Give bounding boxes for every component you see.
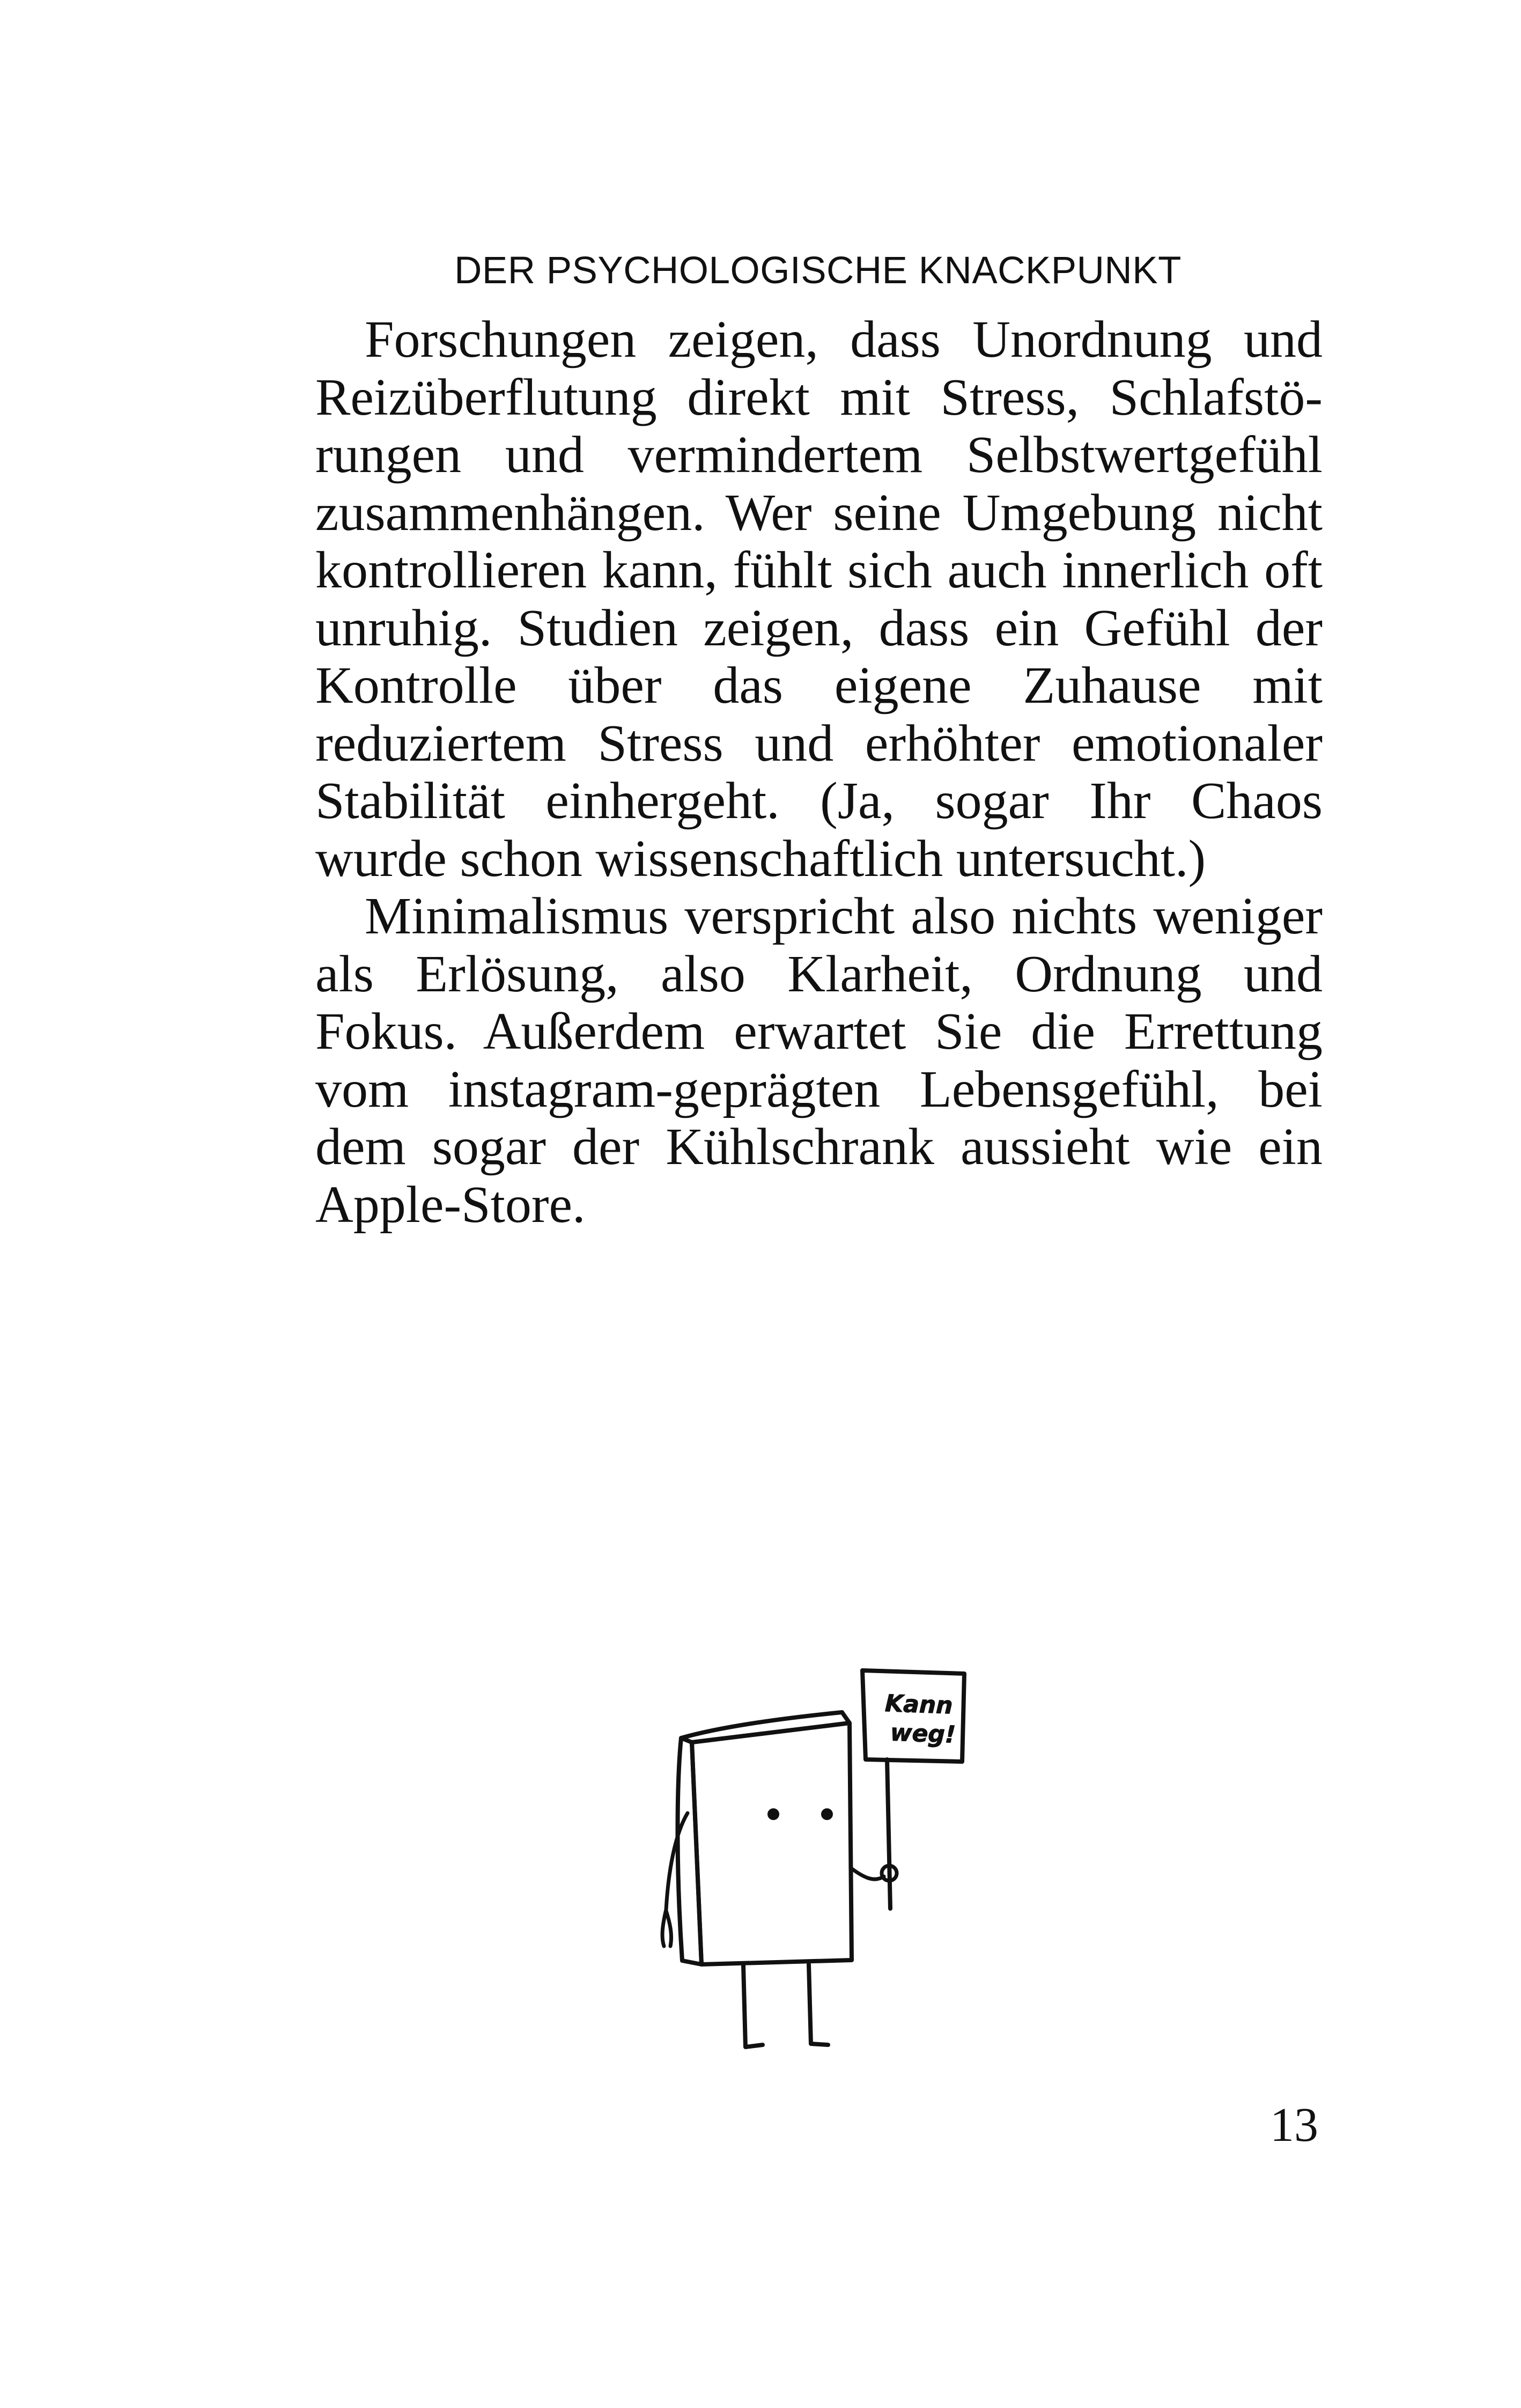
running-head: DER PSYCHOLOGISCHE KNACKPUNKT [454,249,1182,292]
page-number: 13 [1270,2098,1318,2152]
book-character-illustration [638,1652,1046,2060]
right-arm [851,1868,884,1879]
left-leg [743,1965,763,2047]
right-leg [809,1964,828,2045]
sign-text-line-2: weg! [890,1719,956,1749]
book-character-holding-sign-icon [638,1652,1046,2060]
sign-text-line-1: Kann [884,1690,954,1720]
body-text [315,311,1323,1234]
right-eye [821,1808,833,1820]
paragraph: Forschungen zeigen, dass Unordnung und Reizüberflutung direkt mit Stress, Schlafstörungen und vermindertem Selbstwertgefühl zusammenhängen. Wer seine Umgebung nicht kontrollieren kann, fühlt sich auch innerlich oft unruhig. Studien zeigen, dass ein Gefühl der Kontrolle über das eigene Zuhause mit reduziertem Stress und erhöhter emotionaler Stabilität einhergeht. (Ja, sogar Ihr Chaos wurde schon wissenschaftlich untersucht.) [315,311,1323,888]
book-cover [692,1723,852,1964]
paragraph: Minimalismus verspricht also nichts weniger als Erlösung, also Klarheit, Ordnung und Fokus. Außerdem erwartet Sie die Errettung vom instagram-geprägten Lebensgefühl, bei dem sogar der Kühlschrank aussieht wie ein Apple-Store. [315,887,1323,1234]
left-arm [662,1813,688,1946]
left-eye [767,1808,779,1820]
sign-stick [887,1759,890,1909]
